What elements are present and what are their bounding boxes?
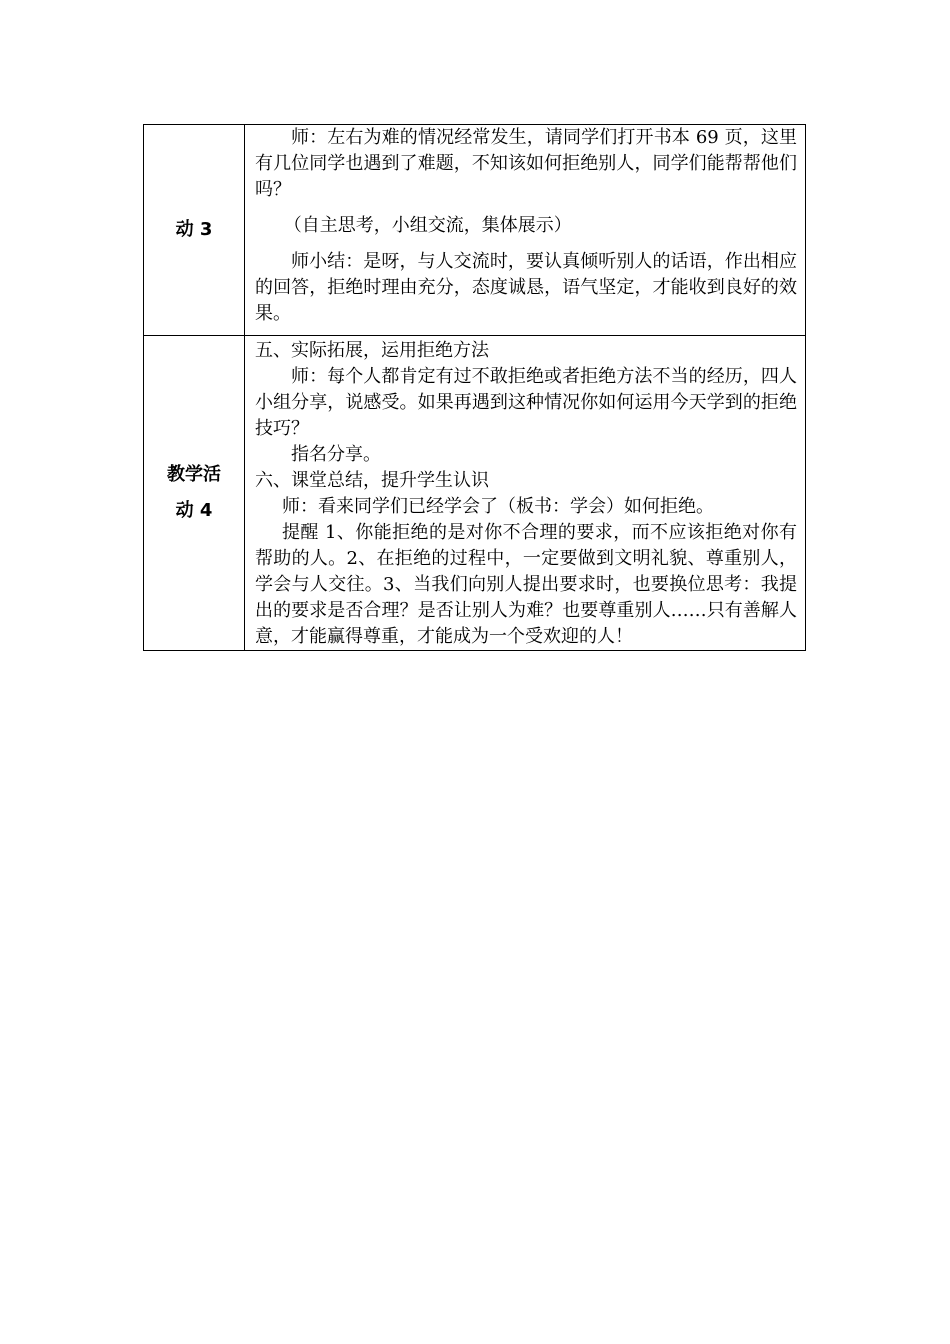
row-label-text: 动 3 xyxy=(175,219,213,240)
reminder-paragraph: 提醒 1、你能拒绝的是对你不合理的要求，而不应该拒绝对你有帮助的人。2、在拒绝的过程中，一定要做到文明礼貌、尊重别人，学会与人交往。3、当我们向别人提出要求时，也要换位思考：我提出的要求是否合理？是否让别人为难？也要尊重别人……只有善解人意，才能赢得尊重，才能成为一个受欢迎的人！ xyxy=(255,522,797,647)
teacher-prompt-paragraph: 师：左右为难的情况经常发生，请同学们打开书本 69 页，这里有几位同学也遇到了难题，不知该如何拒绝别人，同学们能帮帮他们吗？ xyxy=(255,127,797,200)
section-heading-6: 六、课堂总结，提升学生认识 xyxy=(255,470,489,491)
lesson-plan-table xyxy=(143,124,806,651)
sharing-note: 指名分享。 xyxy=(291,444,381,465)
table-row xyxy=(144,336,806,651)
student-activity-note: （自主思考，小组交流，集体展示） xyxy=(283,215,572,236)
row-label-activity-4 xyxy=(144,336,245,651)
table-row xyxy=(144,125,806,336)
section-heading-5: 五、实际拓展，运用拒绝方法 xyxy=(255,340,489,361)
teacher-prompt-paragraph: 师：每个人都肯定有过不敢拒绝或者拒绝方法不当的经历，四人小组分享，说感受。如果再遇到这种情况你如何运用今天学到的拒绝技巧？ xyxy=(255,366,797,439)
teacher-summary-paragraph: 师小结：是呀，与人交流时，要认真倾听别人的话语，作出相应的回答，拒绝时理由充分，态度诚恳，语气坚定，才能收到良好的效果。 xyxy=(255,251,797,324)
row-content-activity-4 xyxy=(245,336,806,651)
row-content-activity-3 xyxy=(245,125,806,336)
teacher-conclusion-paragraph: 师：看来同学们已经学会了（板书：学会）如何拒绝。 xyxy=(282,496,714,517)
row-label-activity-3 xyxy=(144,125,245,336)
row-label-line-1: 教学活 xyxy=(167,464,221,485)
row-label-line-2: 动 4 xyxy=(175,500,213,521)
